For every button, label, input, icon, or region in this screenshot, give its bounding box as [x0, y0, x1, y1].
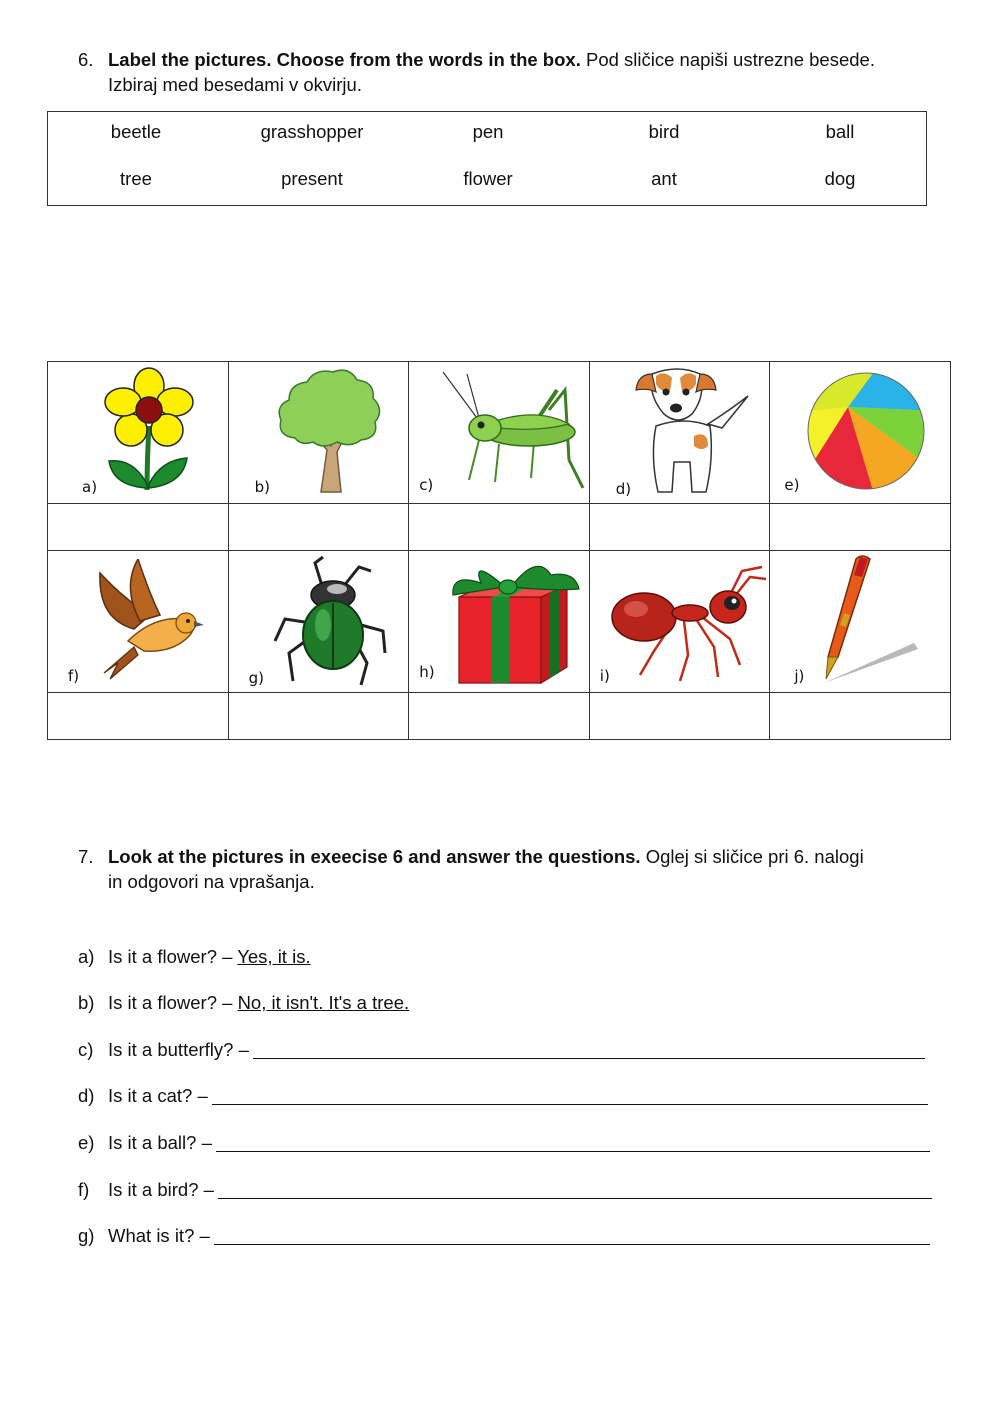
question-text: Is it a butterfly? – — [108, 1039, 249, 1060]
question-letter: f) — [78, 1179, 90, 1200]
answer-cell-c[interactable] — [409, 504, 590, 551]
word-ant: ant — [651, 168, 677, 189]
word-flower: flower — [463, 168, 513, 189]
picture-cell-g — [228, 551, 409, 693]
question-letter: c) — [78, 1039, 94, 1060]
question-text: Is it a flower? – — [108, 992, 238, 1013]
question-letter: g) — [78, 1225, 95, 1246]
picture-label-f: f) — [68, 667, 80, 685]
picture-cell-a — [48, 362, 229, 504]
word-present: present — [281, 168, 343, 189]
exercise-instruction: Oglej si sličice pri 6. nalogi — [640, 846, 864, 867]
picture-table — [47, 361, 951, 740]
question-text: Is it a flower? – — [108, 946, 238, 967]
word-dog: dog — [824, 168, 856, 189]
question-g — [78, 1225, 930, 1247]
picture-label-i: i) — [599, 667, 610, 685]
word-box — [47, 111, 927, 206]
flower-picture — [103, 366, 199, 494]
picture-label-a: a) — [82, 478, 98, 496]
question-e — [78, 1132, 930, 1154]
answer-cell-d[interactable] — [589, 504, 770, 551]
picture-label-e: e) — [784, 476, 800, 494]
question-letter: e) — [78, 1132, 95, 1153]
picture-cell-d — [589, 362, 770, 504]
question-answer: Yes, it is. — [237, 946, 311, 967]
picture-label-g: g) — [248, 669, 264, 687]
picture-cell-b — [228, 362, 409, 504]
exercise-7-heading — [78, 844, 958, 894]
ball-picture — [806, 371, 926, 491]
ant-picture — [610, 555, 766, 685]
question-d — [78, 1085, 928, 1107]
question-text: Is it a ball? – — [108, 1132, 212, 1153]
beetle-picture — [271, 553, 391, 687]
answer-cell-g[interactable] — [228, 693, 409, 740]
picture-label-j: j) — [794, 667, 805, 685]
exercise-instruction: Pod sličice napiši ustrezne besede. — [580, 49, 875, 70]
answer-cell-b[interactable] — [228, 504, 409, 551]
present-picture — [441, 557, 583, 685]
picture-label-c: c) — [419, 476, 434, 494]
question-letter: a) — [78, 946, 95, 967]
question-text: Is it a bird? – — [108, 1179, 214, 1200]
answer-cell-j[interactable] — [770, 693, 951, 740]
word-bird: bird — [648, 121, 680, 142]
picture-cell-e — [770, 362, 951, 504]
picture-label-b: b) — [254, 478, 270, 496]
picture-cell-c — [409, 362, 590, 504]
question-text: Is it a cat? – — [108, 1085, 208, 1106]
question-text: What is it? – — [108, 1225, 210, 1246]
question-answer: No, it isn't. It's a tree. — [237, 992, 410, 1013]
picture-cell-f — [48, 551, 229, 693]
answer-blank-c[interactable] — [253, 1040, 925, 1059]
picture-label-h: h) — [419, 663, 435, 681]
answer-cell-h[interactable] — [409, 693, 590, 740]
tree-picture — [275, 366, 387, 494]
word-pen: pen — [472, 121, 504, 142]
question-b — [78, 992, 409, 1014]
question-f — [78, 1179, 932, 1201]
picture-cell-h — [409, 551, 590, 693]
exercise-instruction-line2: Izbiraj med besedami v okvirju. — [108, 74, 362, 95]
answer-blank-g[interactable] — [214, 1226, 930, 1245]
answer-blank-d[interactable] — [212, 1086, 928, 1105]
question-c — [78, 1039, 925, 1061]
exercise-6-heading — [78, 47, 958, 97]
exercise-instruction-line2: in odgovori na vprašanja. — [108, 871, 315, 892]
answer-cell-f[interactable] — [48, 693, 229, 740]
exercise-title: Label the pictures. Choose from the words in the box. — [108, 49, 581, 70]
picture-cell-j — [770, 551, 951, 693]
question-letter: d) — [78, 1085, 95, 1106]
answer-cell-a[interactable] — [48, 504, 229, 551]
picture-label-d: d) — [615, 480, 632, 498]
exercise-title: Look at the pictures in exeecise 6 and answer the questions. — [108, 846, 641, 867]
word-grasshopper: grasshopper — [260, 121, 364, 142]
question-a — [78, 946, 311, 968]
picture-cell-i — [589, 551, 770, 693]
word-ball: ball — [825, 121, 855, 142]
word-tree: tree — [120, 168, 152, 189]
answer-cell-e[interactable] — [770, 504, 951, 551]
dog-picture — [630, 366, 754, 496]
answer-blank-f[interactable] — [218, 1180, 932, 1199]
grasshopper-picture — [439, 370, 589, 490]
word-beetle: beetle — [110, 121, 162, 142]
exercise-number: 7. — [78, 846, 94, 867]
answer-blank-e[interactable] — [216, 1133, 930, 1152]
exercise-number: 6. — [78, 49, 94, 70]
pen-picture — [804, 553, 924, 687]
answer-cell-i[interactable] — [589, 693, 770, 740]
bird-picture — [94, 559, 204, 681]
question-letter: b) — [78, 992, 95, 1013]
